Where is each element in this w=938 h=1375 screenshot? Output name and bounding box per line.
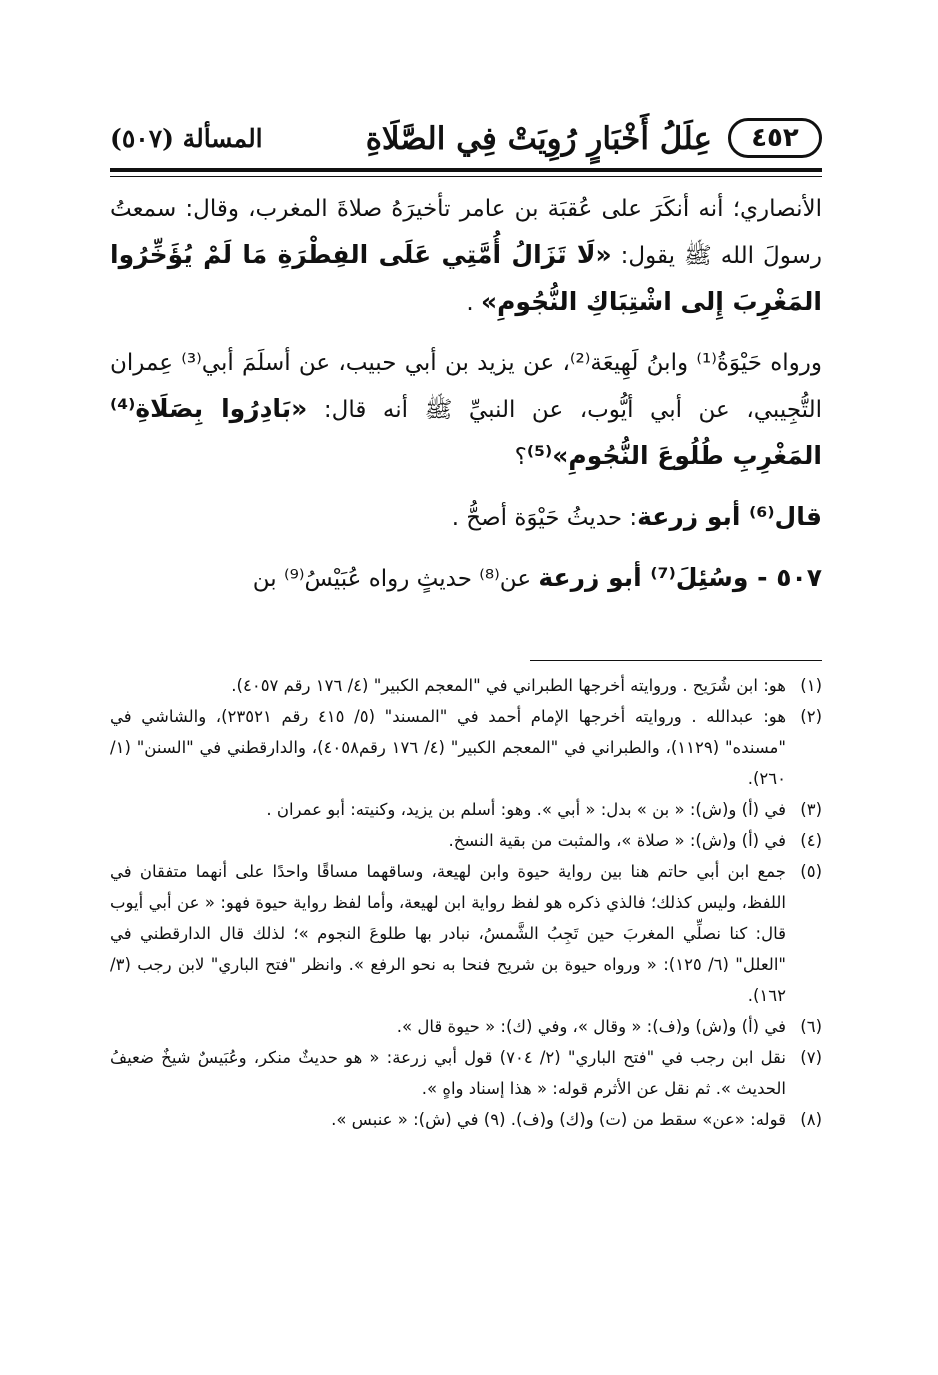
footnote-text: في (أ) و(ش): « بن » بدل: « أبي ». وهو: أسلم بن يزيد، وكنيته: أبو عمران . [266,800,786,819]
footnote-number: (٥) [800,862,822,881]
header-rule-thick [110,168,822,172]
footnote-7 [110,1042,822,1104]
footnote-8 [110,1104,822,1135]
footnote-3 [110,794,822,825]
footnote-text: هو: عبدالله . وروايته أخرجها الإمام أحمد في "المسند" (٥/ ٤١٥ رقم ٢٣٥٢١)، والشاشي في "مسنده" (١١٢٩)، والطبراني في "المعجم الكبير" (٤/ ١٧٦ رقم٤٠٥٨)، والدارقطني في "السنن" (١/ ٢٦٠). [110,707,787,788]
footnote-text: هو: ابن شُرَيح . وروايته أخرجها الطبراني في "المعجم الكبير" (٤/ ١٧٦ رقم ٤٠٥٧). [231,676,786,695]
page-header [110,118,822,162]
footnote-number: (٦) [800,1017,822,1036]
footnote-separator [530,660,822,661]
issue-heading: ٥٠٧ - وسُئِلَ⁽⁷⁾ أبو زرعة [538,563,822,592]
issue-label: المسألة (٥٠٧) [110,124,263,153]
paragraph-3-lead: قال⁽⁶⁾ أبو زرعة [637,502,822,531]
book-title: عِلَلُ أَخْبَارٍ رُوِيَتْ فِي الصَّلَاةِ [365,121,712,157]
footnote-1 [110,670,822,701]
footnote-text: قوله: «عن» سقط من (ت) و(ك) و(ف). (٩) في (ش): « عنبس ». [331,1110,786,1129]
main-text [110,186,822,616]
paragraph-3-text: : حديثُ حَيْوَة أصحُّ . [451,505,638,531]
paragraph-2-text: ورواه حَيْوَةُ⁽¹⁾ وابنُ لَهِيعَة⁽²⁾، عن يزيد بن أبي حبيب، عن أسلَمَ أبي⁽³⁾ عِمران التُّجِيبي، عن أبي أيُّوب، عن النبيِّ ﷺ أنه قال: [110,350,823,423]
footnote-5 [110,856,822,1011]
footnote-text: في (أ) و(ش): « صلاة »، والمثبت من بقية النسخ. [448,831,786,850]
paragraph-1-end: . [466,290,481,316]
footnote-text: نقل ابن رجب في "فتح الباري" (٢/ ٧٠٤) قول أبي زرعة: « هو حديثٌ منكر، وعُبَيسٌ شيخٌ ضعيفُ الحديث ». ثم نقل عن الأثرم قوله: « هذا إسناد واهٍ ». [110,1048,786,1098]
header-rule-thin [110,176,822,177]
paragraph-1 [110,186,822,326]
footnote-number: (٨) [800,1110,822,1129]
footnote-number: (٤) [800,831,822,850]
paragraph-2-end: ؟ [514,444,527,470]
paragraph-4 [110,555,822,602]
footnote-text: في (أ) و(ش) و(ف): « وقال »، وفي (ك): « حيوة قال ». [396,1017,786,1036]
hadith-text-2: «بَادِرُوا بِصَلَاةِ⁽⁴⁾ المَغْرِبِ طُلُوعَ النُّجُومِ»⁽⁵⁾ [110,394,822,470]
footnote-number: (٧) [800,1048,822,1067]
footnote-text: جمع ابن أبي حاتم هنا بين رواية حيوة وابن لهيعة، وساقهما مساقًا واحدًا على أنهما متفقان في اللفظ، وليس كذلك؛ فالذي ذكره هو لفظ رواية ابن لهيعة، وأما لفظ رواية حيوة فهو: « عن أبي أيوب قال: كنا نصلِّي المغربَ حين تَجِبُ الشَّمسُ، نبادر بها طلوعَ النجوم »؛ لذلك قال الدارقطني في "العلل" (٦/ ١٢٥): « ورواه حيوة بن شريح فنحا به نحو الرفع ». وانظر "فتح الباري" لابن رجب (٣/ ١٦٢). [110,862,787,1005]
paragraph-4-text: عن⁽⁸⁾ حديثٍ رواه عُبَيْسُ⁽⁹⁾ بن [252,566,539,592]
footnotes [110,670,822,1135]
paragraph-2 [110,340,822,480]
footnote-6 [110,1011,822,1042]
page-number: ٤٥٢ [728,118,822,158]
footnote-2 [110,701,822,794]
paragraph-1-text: الأنصاري؛ أنه أنكَرَ على عُقبَة بن عامر تأخيرَهُ صلاةَ المغرب، وقال: سمعتُ رسولَ الله ﷺ يقول: [110,196,822,269]
footnote-number: (٣) [800,800,822,819]
footnote-number: (١) [800,676,822,695]
hadith-text-1: «لَا تَزَالُ أُمَّتِي عَلَى الفِطْرَةِ مَا لَمْ يُؤَخِّرُوا المَغْرِبَ إِلى اشْتِبَاكِ النُّجُومِ» [110,240,822,316]
paragraph-3 [110,494,822,541]
footnote-number: (٢) [800,707,822,726]
footnote-4 [110,825,822,856]
